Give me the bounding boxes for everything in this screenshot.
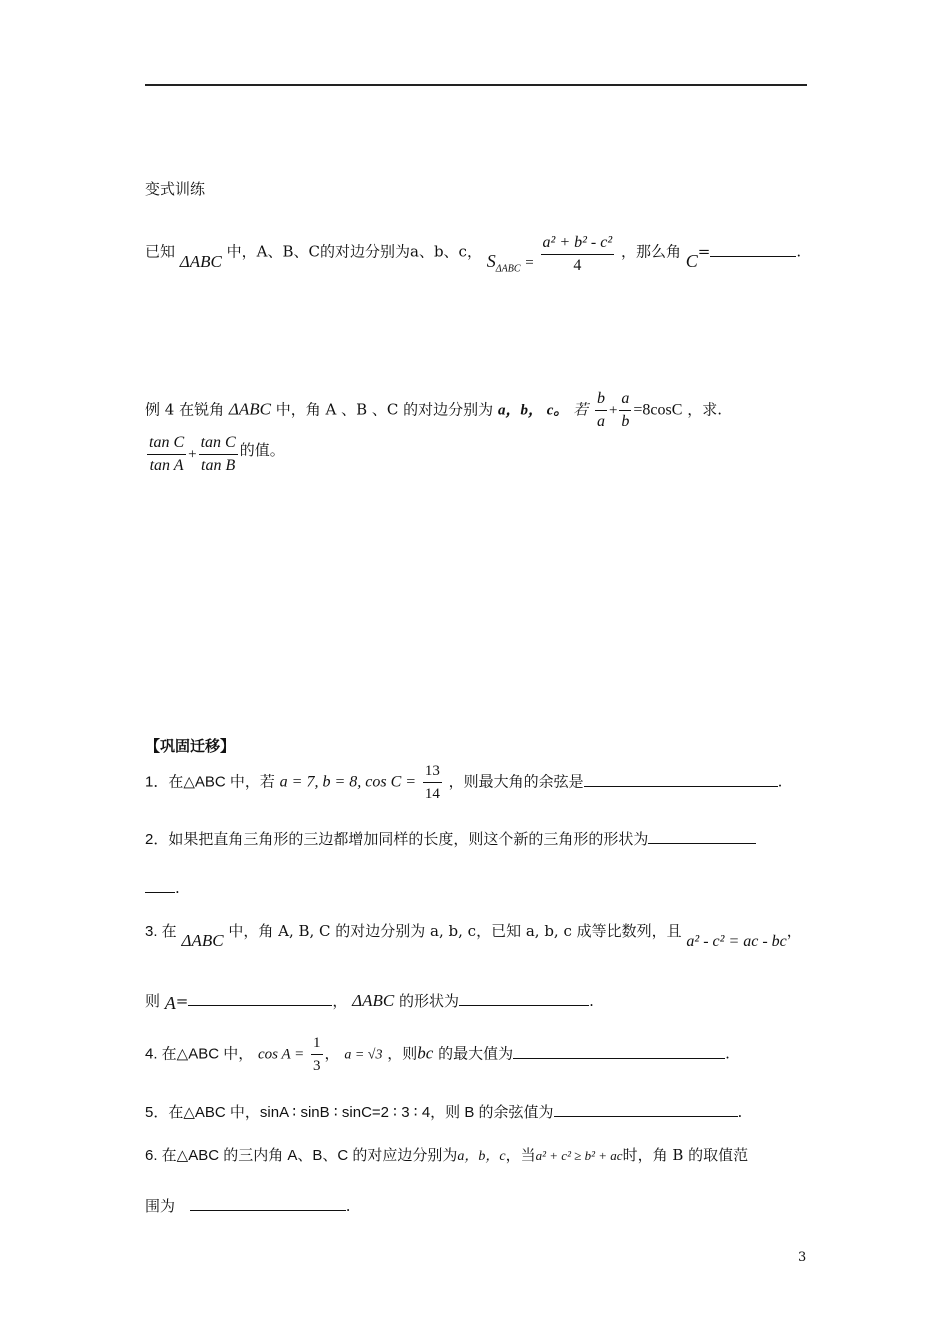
inequality: a² + c² ≥ b² + ac <box>535 1148 623 1163</box>
question-6: 6. 在△ABC 的三内角 A、B、C 的对应边分别为a，b，c，当a² + c² ≥ b² + ac时，角 B 的取值范 <box>145 1146 749 1164</box>
example-4-expression: $\frac{\text{tan C}}{\text{tan A}}$ + $\frac{\text{tan C}}{\text{tan B}}$ 的值。 <box>145 432 285 477</box>
question-4: 4. 在△ABC 中， cos A = $\frac{1}{3}$ ， a = √3 ，则bc 的最大值为 . <box>145 1032 730 1077</box>
fraction-tanc-tana: $\frac{\text{tan C}}{\text{tan A}}$ <box>149 434 185 474</box>
variables: a，b， c。 <box>497 402 569 419</box>
condition: a = 7, b = 8, cos C = <box>279 773 417 791</box>
page-number: 3 <box>798 1250 807 1265</box>
question-2-cont: . <box>145 878 180 897</box>
text: 已知 <box>145 242 176 261</box>
answer-blank-shape[interactable] <box>459 991 589 1006</box>
question-1: 1．在△ABC 中，若 a = 7, b = 8, cos C = $\frac{13}{14}$ ，则最大角的余弦是 . <box>145 760 782 805</box>
answer-blank[interactable] <box>584 772 778 787</box>
example-4: 例 4 在锐角 ΔABC 中，角 A 、B 、C 的对边分别为 a，b， c。 若 $\frac{b}{a}$ + $\frac{a}{b}$ =8cosC ，求. <box>145 388 722 433</box>
rhs: =8cosC <box>633 401 683 419</box>
text: 的值。 <box>239 440 285 459</box>
bc: bc <box>417 1043 434 1063</box>
equation: a² - c² = ac - bc <box>686 933 787 950</box>
section-variant-heading: 变式训练 <box>145 180 206 198</box>
question-3: 3. 在 ΔABC 中，角 A, B, C 的对边分别为 a, b, c，已知 a, b, c 成等比数列，且 a² - c² = ac - bc， <box>145 922 802 950</box>
question-2: 2．如果把直角三角形的三边都增加同样的长度，则这个新的三角形的形状为 <box>145 828 756 849</box>
answer-blank[interactable] <box>648 829 756 844</box>
text: = <box>697 242 711 261</box>
angle-a: A <box>164 993 176 1013</box>
a-equals: a = √3 <box>344 1047 383 1063</box>
answer-blank[interactable] <box>190 1196 346 1211</box>
header-rule <box>145 84 807 86</box>
question-5: 5．在△ABC 中，sinA ∶ sinB ∶ sinC=2 ∶ 3 ∶ 4，则 B 的余弦值为 . <box>145 1103 743 1121</box>
answer-blank-angle[interactable] <box>188 991 332 1006</box>
triangle-symbol: ΔABC <box>181 931 224 950</box>
triangle-symbol: ΔABC <box>228 399 271 419</box>
fraction-1-3: $\frac{1}{3}$ <box>311 1032 323 1077</box>
text: ，求. <box>687 400 722 419</box>
text: 中，角 A 、B 、C 的对边分别为 <box>275 400 494 419</box>
answer-blank-cont[interactable] <box>145 878 175 893</box>
fraction-b-over-a: $\frac{b}{a}$ <box>596 390 605 430</box>
equals-sign: = <box>525 254 534 271</box>
answer-blank[interactable] <box>710 242 796 257</box>
fraction-13-14: $\frac{13}{14}$ <box>423 760 442 805</box>
answer-blank[interactable] <box>513 1044 725 1059</box>
text: 中，A、B、C的对边分别为a、b、c， <box>226 242 482 261</box>
answer-blank[interactable] <box>554 1102 738 1117</box>
text: ，那么角 <box>620 242 681 261</box>
area-symbol: $S_{\Delta ABC}$ <box>486 250 521 275</box>
triangle-symbol: ΔABC <box>352 991 395 1010</box>
cos-a: cos A = <box>258 1046 305 1063</box>
question-3-cont: 则 A= ， ΔABC 的形状为 . <box>145 991 594 1013</box>
section-consolidate-heading: 【巩固迁移】 <box>145 737 236 755</box>
fraction-a-over-b: $\frac{a}{b}$ <box>621 390 630 430</box>
variant-exercise: 已知 ΔABC 中，A、B、C的对边分别为a、b、c， $S_{\Delta ABC}$ = $\frac{\text{a² + b² - c²}}{4}$ ，那么角 C= . <box>145 230 801 278</box>
triangle-symbol: ΔABC <box>179 251 222 271</box>
area-fraction: $\frac{\text{a² + b² - c²}}{4}$ <box>542 234 613 274</box>
variables: a，b，c <box>457 1149 506 1164</box>
question-6-cont: 围为 . <box>145 1197 351 1215</box>
text: 例 4 在锐角 <box>145 400 225 419</box>
angle-c: C <box>685 250 698 271</box>
text: 若 <box>573 400 589 419</box>
fraction-tanc-tanb: $\frac{\text{tan C}}{\text{tan B}}$ <box>200 434 236 474</box>
